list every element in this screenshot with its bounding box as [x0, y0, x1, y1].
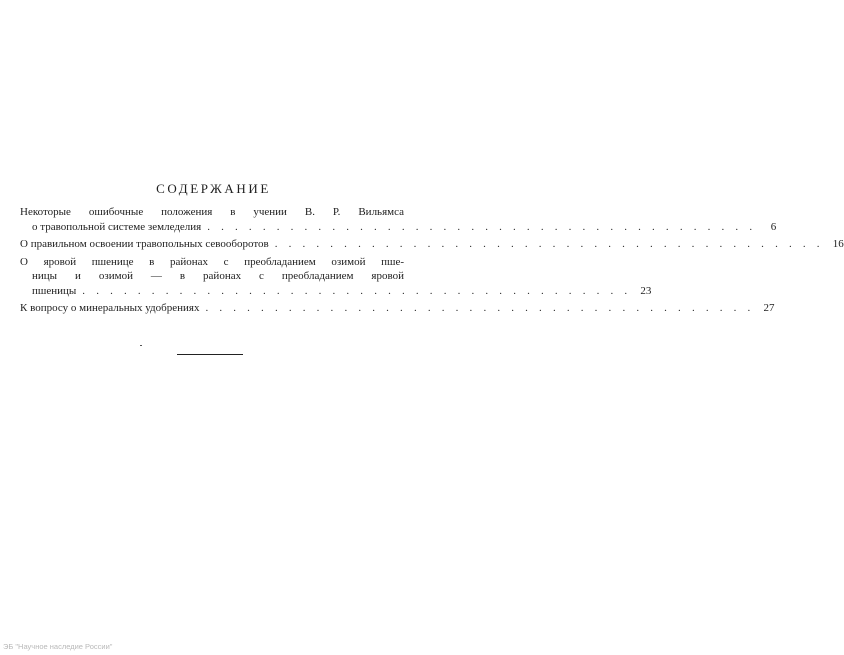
- toc-entry-text: о травопольной системе земледелия: [32, 220, 202, 233]
- toc-entry-line: [20, 269, 404, 284]
- toc-page-number: 6: [770, 220, 777, 233]
- toc-entry-line: [20, 255, 404, 270]
- toc-entry-line: [20, 301, 775, 316]
- library-watermark: ЭБ "Научное наследие России": [3, 642, 113, 651]
- toc-entry-text: пшеницы: [32, 284, 77, 297]
- toc-entry-text: О яровой пшенице в районах с преобладанием озимой пше-: [20, 255, 404, 268]
- leader-dots: . . . . . . . . . . . . . . . . . . . . . . . . . . . . . . . . . . . . . . . .: [205, 302, 755, 314]
- toc-title: СОДЕРЖАНИЕ: [156, 181, 271, 196]
- toc-entry: [20, 255, 652, 299]
- table-of-contents: [20, 205, 844, 319]
- toc-entry-line: [20, 237, 844, 252]
- toc-entry: [20, 237, 844, 252]
- closing-rule: [177, 354, 243, 355]
- toc-page-number: 23: [640, 284, 652, 297]
- toc-entry-text: ницы и озимой — в районах с преобладанием яровой: [32, 270, 404, 282]
- toc-entry-text: К вопросу о минеральных удобрениях: [20, 302, 200, 314]
- toc-page-number: 16: [832, 238, 844, 250]
- leader-dots: . . . . . . . . . . . . . . . . . . . . . . . . . . . . . . . . . . . . . . . .: [207, 220, 757, 233]
- toc-entry: [20, 301, 775, 316]
- toc-entry-line: [20, 220, 777, 235]
- toc-page-number: 27: [763, 302, 775, 314]
- toc-entry-text: Некоторые ошибочные положения в учении В. Р. Вильямса: [20, 206, 404, 218]
- toc-entry-line: [20, 205, 404, 220]
- leader-dots: . . . . . . . . . . . . . . . . . . . . . . . . . . . . . . . . . . . . . . . .: [274, 238, 824, 250]
- print-speck: [140, 345, 142, 346]
- toc-entry: [20, 205, 777, 234]
- toc-entry-line: [20, 284, 652, 299]
- leader-dots: . . . . . . . . . . . . . . . . . . . . . . . . . . . . . . . . . . . . . . . .: [82, 284, 632, 297]
- toc-entry-text: О правильном освоении травопольных севооборотов: [20, 238, 269, 250]
